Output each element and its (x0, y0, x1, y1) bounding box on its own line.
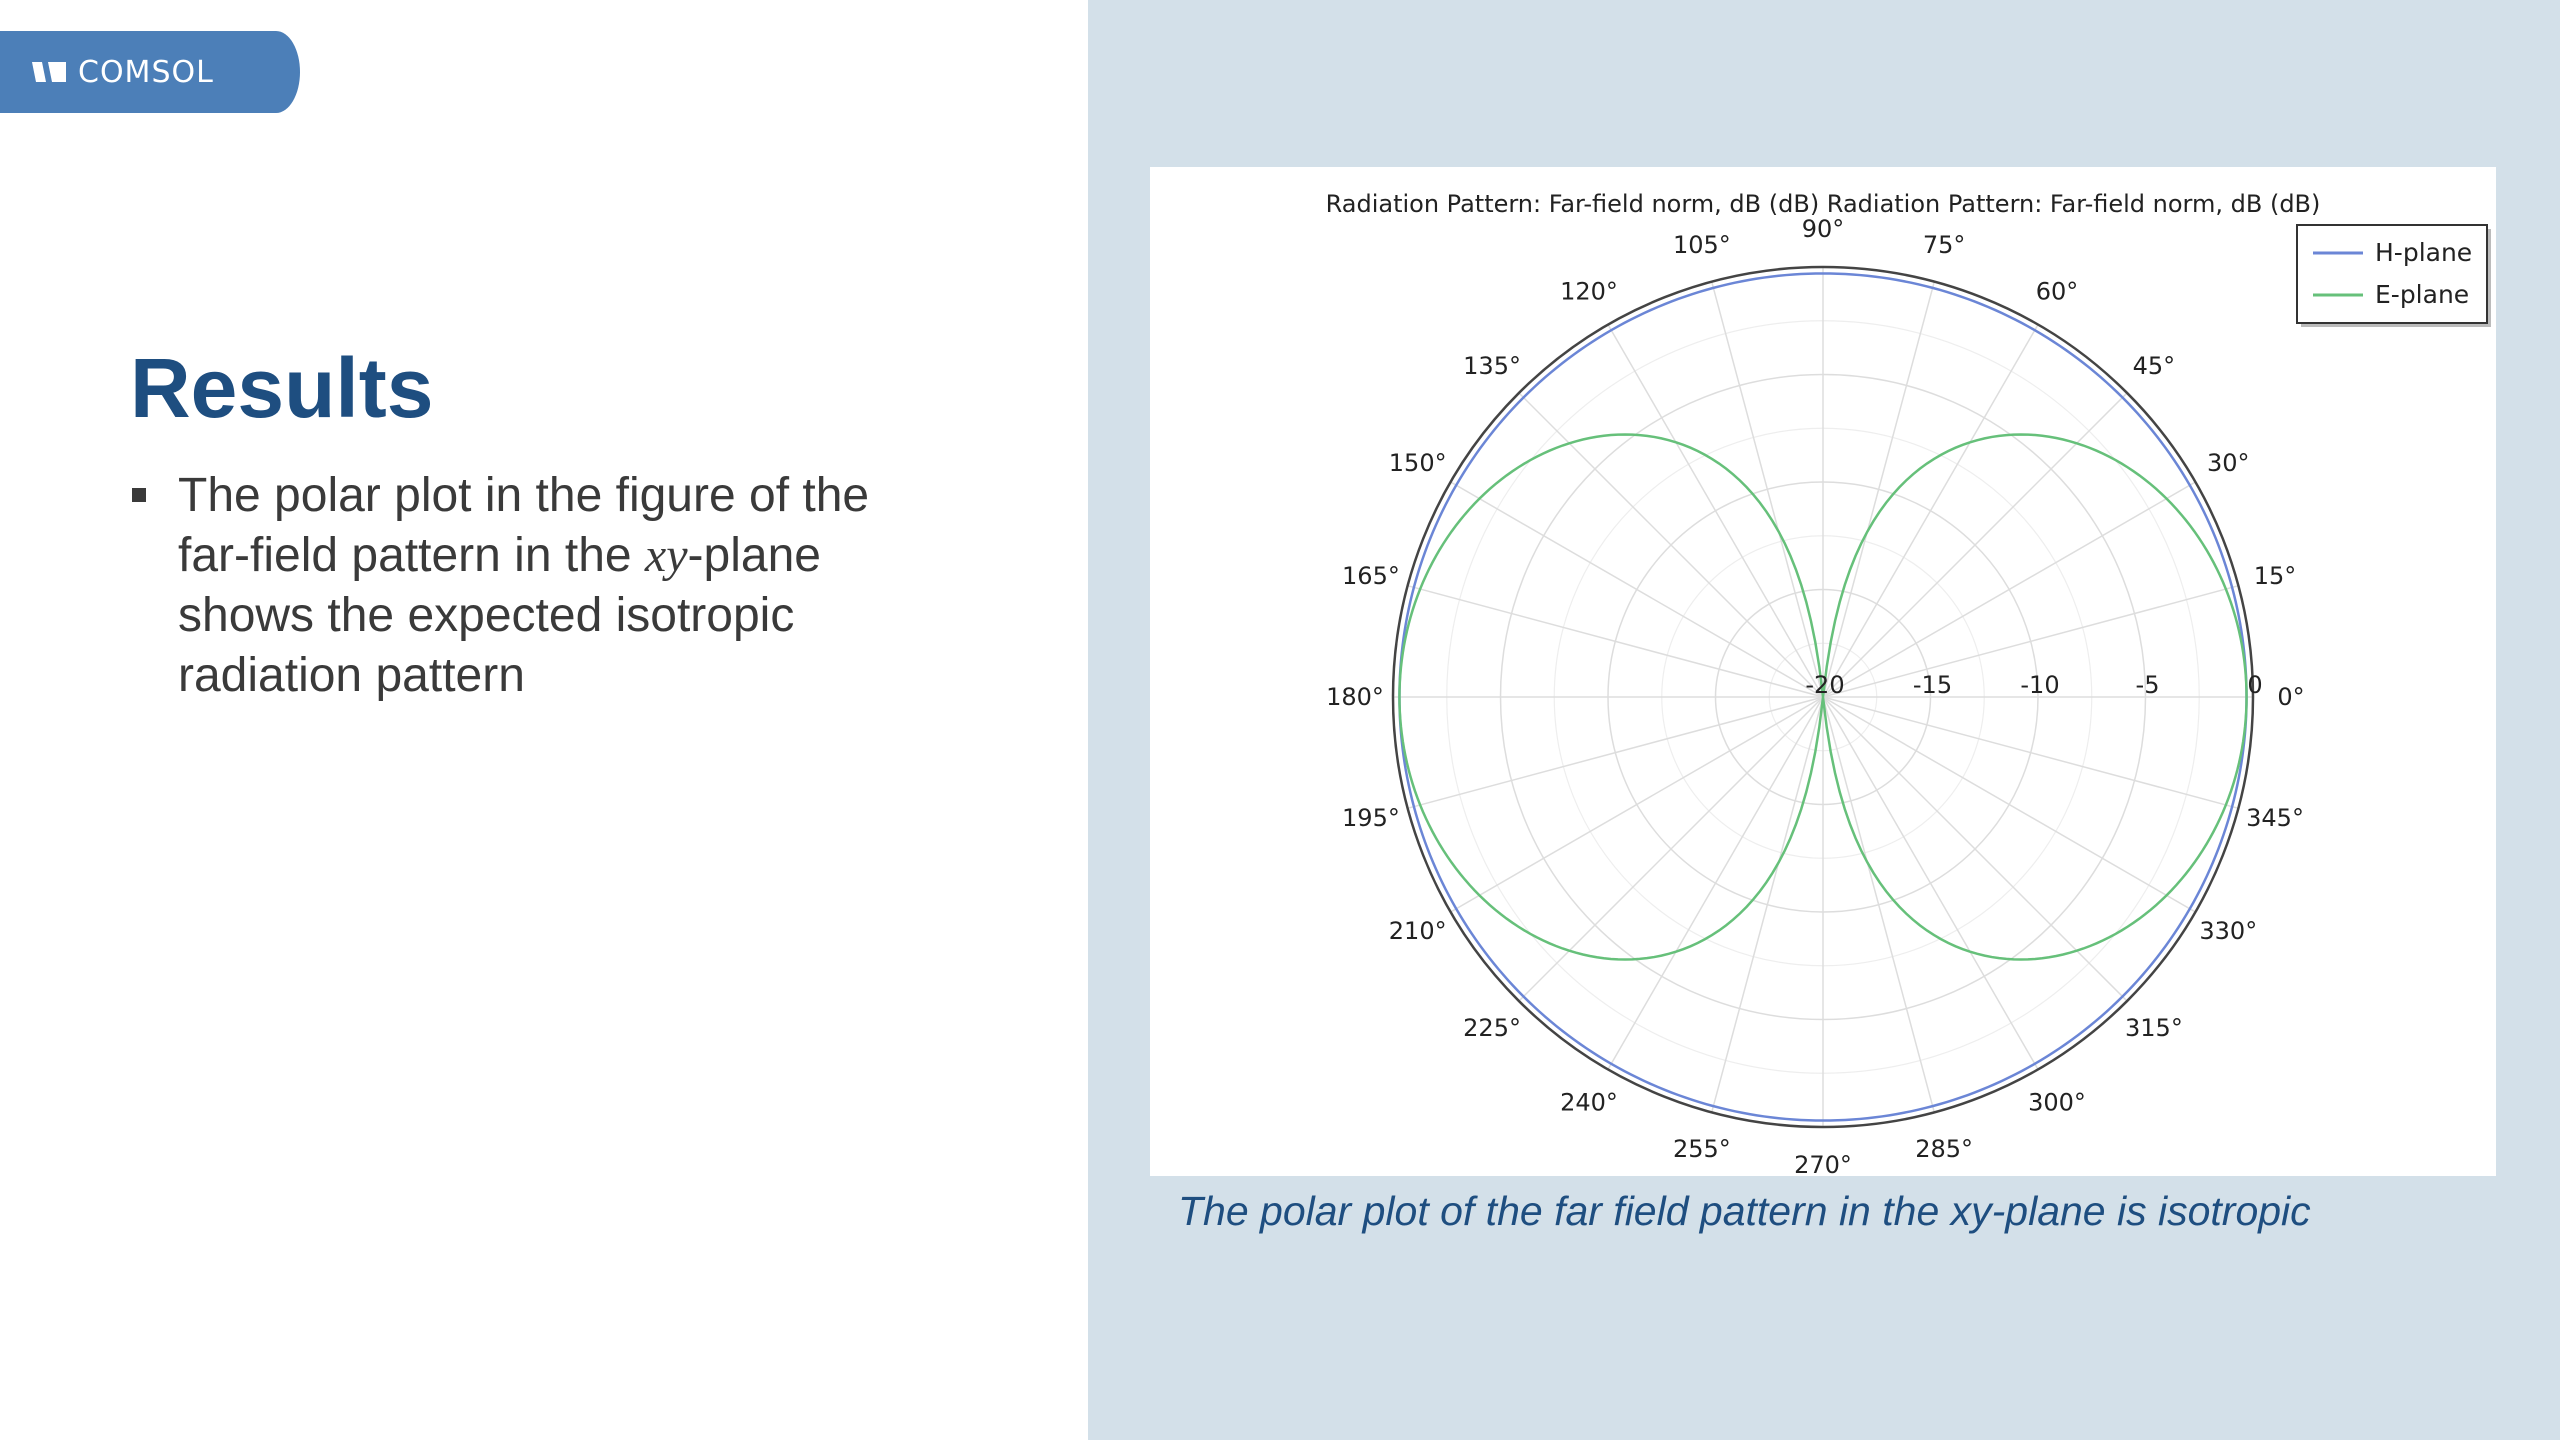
angle-tick-label: 330° (2199, 917, 2258, 945)
angular-grid-line (1823, 282, 1934, 697)
angle-tick-label: 105° (1672, 230, 1731, 259)
comsol-mark-icon (32, 60, 70, 84)
angle-tick-label: 150° (1388, 449, 1447, 477)
angle-tick-label: 90° (1801, 215, 1845, 243)
angle-tick-label: 195° (1342, 804, 1400, 833)
bullet-math: xy (644, 529, 688, 582)
bullet-item (130, 466, 950, 706)
angle-tick-label: 255° (1672, 1135, 1731, 1164)
angular-grid-line (1519, 697, 1823, 1001)
figure-box (1150, 167, 2496, 1176)
angular-grid-line (1823, 697, 2238, 808)
logo-text: COMSOL (78, 54, 214, 90)
bullet-marker (132, 488, 146, 502)
angle-tick-label: 120° (1560, 277, 1618, 306)
radial-tick-label: 0 (2247, 671, 2263, 699)
angular-grid-line (1519, 393, 1823, 697)
angular-grid-line (1823, 697, 2127, 1001)
angular-grid-line (1823, 325, 2038, 697)
angle-tick-label: 210° (1388, 917, 1447, 945)
tick-labels (1326, 215, 2305, 1176)
angle-tick-label: 270° (1794, 1151, 1852, 1176)
angular-grid-line (1408, 586, 1823, 697)
polar-chart (1150, 167, 2496, 1176)
angle-tick-label: 45° (2132, 352, 2176, 381)
angle-tick-label: 165° (1342, 561, 1400, 590)
angular-grid-line (1823, 697, 2038, 1069)
bullet-text-part1: The polar plot in the figure of the far-field pattern in the (178, 469, 870, 582)
content-panel (0, 0, 1088, 1440)
angle-tick-label: 240° (1560, 1088, 1618, 1117)
angular-grid-line (1608, 697, 1823, 1069)
angle-tick-label: 300° (2028, 1088, 2086, 1117)
angle-tick-label: 345° (2246, 804, 2304, 833)
bullet-list (130, 466, 950, 706)
angular-grid-line (1608, 325, 1823, 697)
angular-grid-line (1712, 282, 1823, 697)
angle-tick-label: 15° (2253, 561, 2297, 590)
bullet-text-part2: -plane shows the expected isotropic radiation pattern (178, 529, 821, 702)
angle-tick-label: 75° (1922, 230, 1966, 259)
angular-grid-line (1712, 697, 1823, 1112)
angle-tick-label: 180° (1326, 683, 1384, 711)
radial-tick-label: -5 (2135, 671, 2160, 699)
angle-tick-label: 225° (1463, 1013, 1521, 1042)
legend (2297, 225, 2491, 327)
legend-label: E-plane (2375, 280, 2470, 309)
angle-tick-label: 285° (1915, 1135, 1974, 1164)
slide-title: Results (130, 341, 434, 435)
radial-tick-label: -10 (2020, 671, 2060, 699)
angle-tick-label: 30° (2207, 449, 2250, 477)
radial-tick-label: -20 (1805, 671, 1845, 699)
comsol-logo (0, 31, 300, 113)
angle-tick-label: 315° (2125, 1013, 2183, 1042)
figure-caption: The polar plot of the far field pattern in the xy-plane is isotropic (1178, 1188, 2311, 1234)
angular-grid-line (1408, 697, 1823, 808)
angular-grid-line (1823, 393, 2127, 697)
angle-tick-label: 60° (2035, 277, 2079, 306)
chart-title: Radiation Pattern: Far-field norm, dB (dB) Radiation Pattern: Far-field norm, dB (dB) (1325, 190, 2321, 218)
angle-tick-label: 135° (1463, 352, 1521, 381)
angular-grid-line (1823, 697, 1934, 1112)
legend-label: H-plane (2375, 238, 2473, 267)
radial-tick-label: -15 (1912, 671, 1953, 699)
angle-tick-label: 0° (2277, 683, 2305, 711)
